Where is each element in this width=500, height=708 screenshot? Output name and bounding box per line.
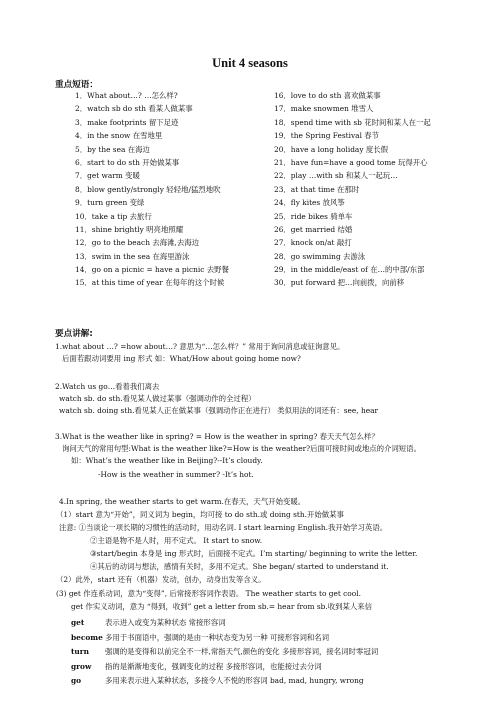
phrase-item: 4．in the snow 在雪地里	[75, 131, 163, 141]
note-3-line-4: -How is the weather in summer? -It’s hot.	[98, 470, 254, 479]
note-3-line-2: 询问天气的常用句型:What is the weather like?=How is the weather?后面可接时间或地点的介词短语。	[62, 444, 421, 453]
phrase-item: 16．love to do sth 喜欢做某事	[274, 91, 381, 100]
verb-description: 多用来表示进入某种状态，多接令人不悦的形容词 bad, mad, hungry, wrong	[105, 676, 364, 686]
phrase-item: 5．by the sea 在海边	[75, 144, 150, 154]
verb-row	[71, 674, 378, 689]
verb-description: 强调的是变得和以前完全不一样,常指天气,颜色的变化 多接形容词，接名词时零冠词	[105, 647, 379, 657]
phrase-item: 12．go to the beach 去海滩,去海边	[75, 238, 199, 248]
verb-description: 多用于书面语中，强调的是由一种状态变为另一种 可接形容词和名词	[105, 632, 330, 642]
phrase-item: 27．knock on/at 敲打	[274, 238, 352, 248]
note-1-line-2: 后面若跟动词要用 ing 形式 如：What/How about going home now?	[62, 354, 301, 363]
verb-row	[71, 616, 378, 631]
phrase-item: 29．in the middle/east of 在…的中部/东部	[274, 265, 425, 275]
phrase-item: 22．play …with sb 和某人一起玩…	[274, 171, 398, 181]
verb-description: 指的是渐渐地变化，强调变化的过程 多接形容词，也能接过去分词	[105, 661, 322, 671]
note-4-line-7: （2）此外，start 还有（机器）发动，创办，动身出发等含义。	[56, 575, 266, 584]
note-3-line-1: 3.What is the weather like in spring? = How is the weather in spring? 春天天气怎么样？	[55, 432, 379, 441]
note-1-line-1: 1.what about …? =how about…? 意思为“…怎么样？” 常用于询问消息或征询意见。	[55, 342, 345, 351]
phrase-item: 6．start to do sth 开始做某事	[75, 157, 180, 167]
note-2-line-1: 2.Watch us go…看着我们离去	[55, 382, 160, 391]
note-4-line-2: （1）start 意为“开始”，同义词为 begin，均可接 to do sth.或 doing sth.开始做某事	[56, 510, 344, 519]
note-4-line-8: (3) get 作连系动词，意为“变得”, 后常接形容词作表语。 The weather starts to get cool.	[56, 589, 361, 598]
verb-description: 表示进入或变为某种状态 常接形容词	[105, 618, 226, 627]
phrase-item: 19．the Spring Festival 春节	[274, 131, 380, 141]
phrase-item: 14．go on a picnic = have a picnic 去野餐	[75, 265, 229, 275]
phrase-item: 25．ride bikes 骑单车	[274, 211, 353, 221]
note-4-line-5: ③start/begin 本身是 ing 形式时，后面接不定式。I’m starting/ beginning to write the letter.	[90, 549, 418, 558]
phrase-item: 3．make footprints 留下足迹	[75, 117, 179, 127]
phrase-item: 18．spend time with sb 花时间和某人在一起	[274, 117, 431, 127]
phrases-left-column	[75, 89, 229, 290]
phrase-item: 28．go swimming 去游泳	[274, 251, 366, 261]
phrase-item: 24．fly kites 放风筝	[274, 198, 345, 208]
phrase-item: 23．at that time 在那时	[274, 184, 360, 194]
note-3-line-3: 如：What’s the weather like in Beijing?--It’s cloudy.	[71, 456, 263, 465]
note-4-line-1: 4.In spring, the weather starts to get warm.在春天，天气开始变暖。	[59, 497, 306, 506]
verb-word: become	[71, 632, 103, 642]
phrase-item: 15．at this time of year 在每年的这个时候	[75, 278, 225, 288]
phrase-item: 11．shine brightly 明亮地照耀	[75, 224, 184, 234]
note-4-line-3: 注意: ①当谈论一项长期的习惯性的活动时，用动名词. I start learning English.我开始学习英语。	[59, 523, 388, 532]
phrase-item: 20．have a long holiday 度长假	[274, 144, 389, 154]
verb-word: go	[71, 676, 82, 686]
verb-comparison-list	[71, 616, 378, 689]
note-2-line-2: watch sb. do sth.看见某人做过某事（强调动作的全过程）	[59, 394, 256, 403]
verb-row	[71, 660, 378, 675]
phrase-item: 7．get warm 变暖	[75, 171, 140, 181]
note-4-line-4: ②主语是物不是人时，用不定式。 It start to snow.	[90, 536, 263, 545]
phrase-item: 21．have fun=have a good tome 玩得开心	[274, 157, 428, 167]
verb-word: grow	[71, 661, 92, 671]
note-4-line-6: ④其后的动词与想法，感情有关时，多用不定式。She began/ started to understand it.	[90, 562, 389, 571]
phrase-item: 26．get married 结婚	[274, 224, 353, 234]
verb-row	[71, 631, 378, 646]
phrase-item: 10．take a tip 去旅行	[75, 211, 152, 221]
page-title: Unit 4 seasons	[212, 56, 288, 70]
phrase-item: 9．turn green 变绿	[75, 198, 145, 208]
phrase-item: 2．watch sb do sth 看某人做某事	[75, 104, 193, 114]
phrase-item: 30．put forward 把…向前拨，向前移	[274, 278, 405, 288]
phrases-right-column	[274, 89, 431, 290]
note-2-line-3: watch sb. doing sth.看见某人正在做某事（强调动作正在进行） 类似用法的词还有：see, hear	[59, 406, 379, 415]
note-4-line-9: get 作实义动词，意为 “得到，收到” get a letter from sb.= hear from sb.收到某人来信	[71, 602, 373, 611]
verb-word: turn	[71, 647, 90, 657]
phrase-item: 8．blow gently/strongly 轻轻地/猛烈地吹	[75, 184, 221, 194]
phrase-item: 17．make snowmen 堆雪人	[274, 104, 374, 114]
phrase-item: 1．What about…? …怎么样?	[75, 91, 178, 100]
phrases-heading: 重点短语：	[55, 80, 98, 90]
phrase-item: 13．swim in the sea 在海里游泳	[75, 251, 190, 261]
notes-heading: 要点讲解:	[55, 329, 93, 339]
verb-word: get	[71, 618, 85, 627]
verb-row	[71, 645, 378, 660]
